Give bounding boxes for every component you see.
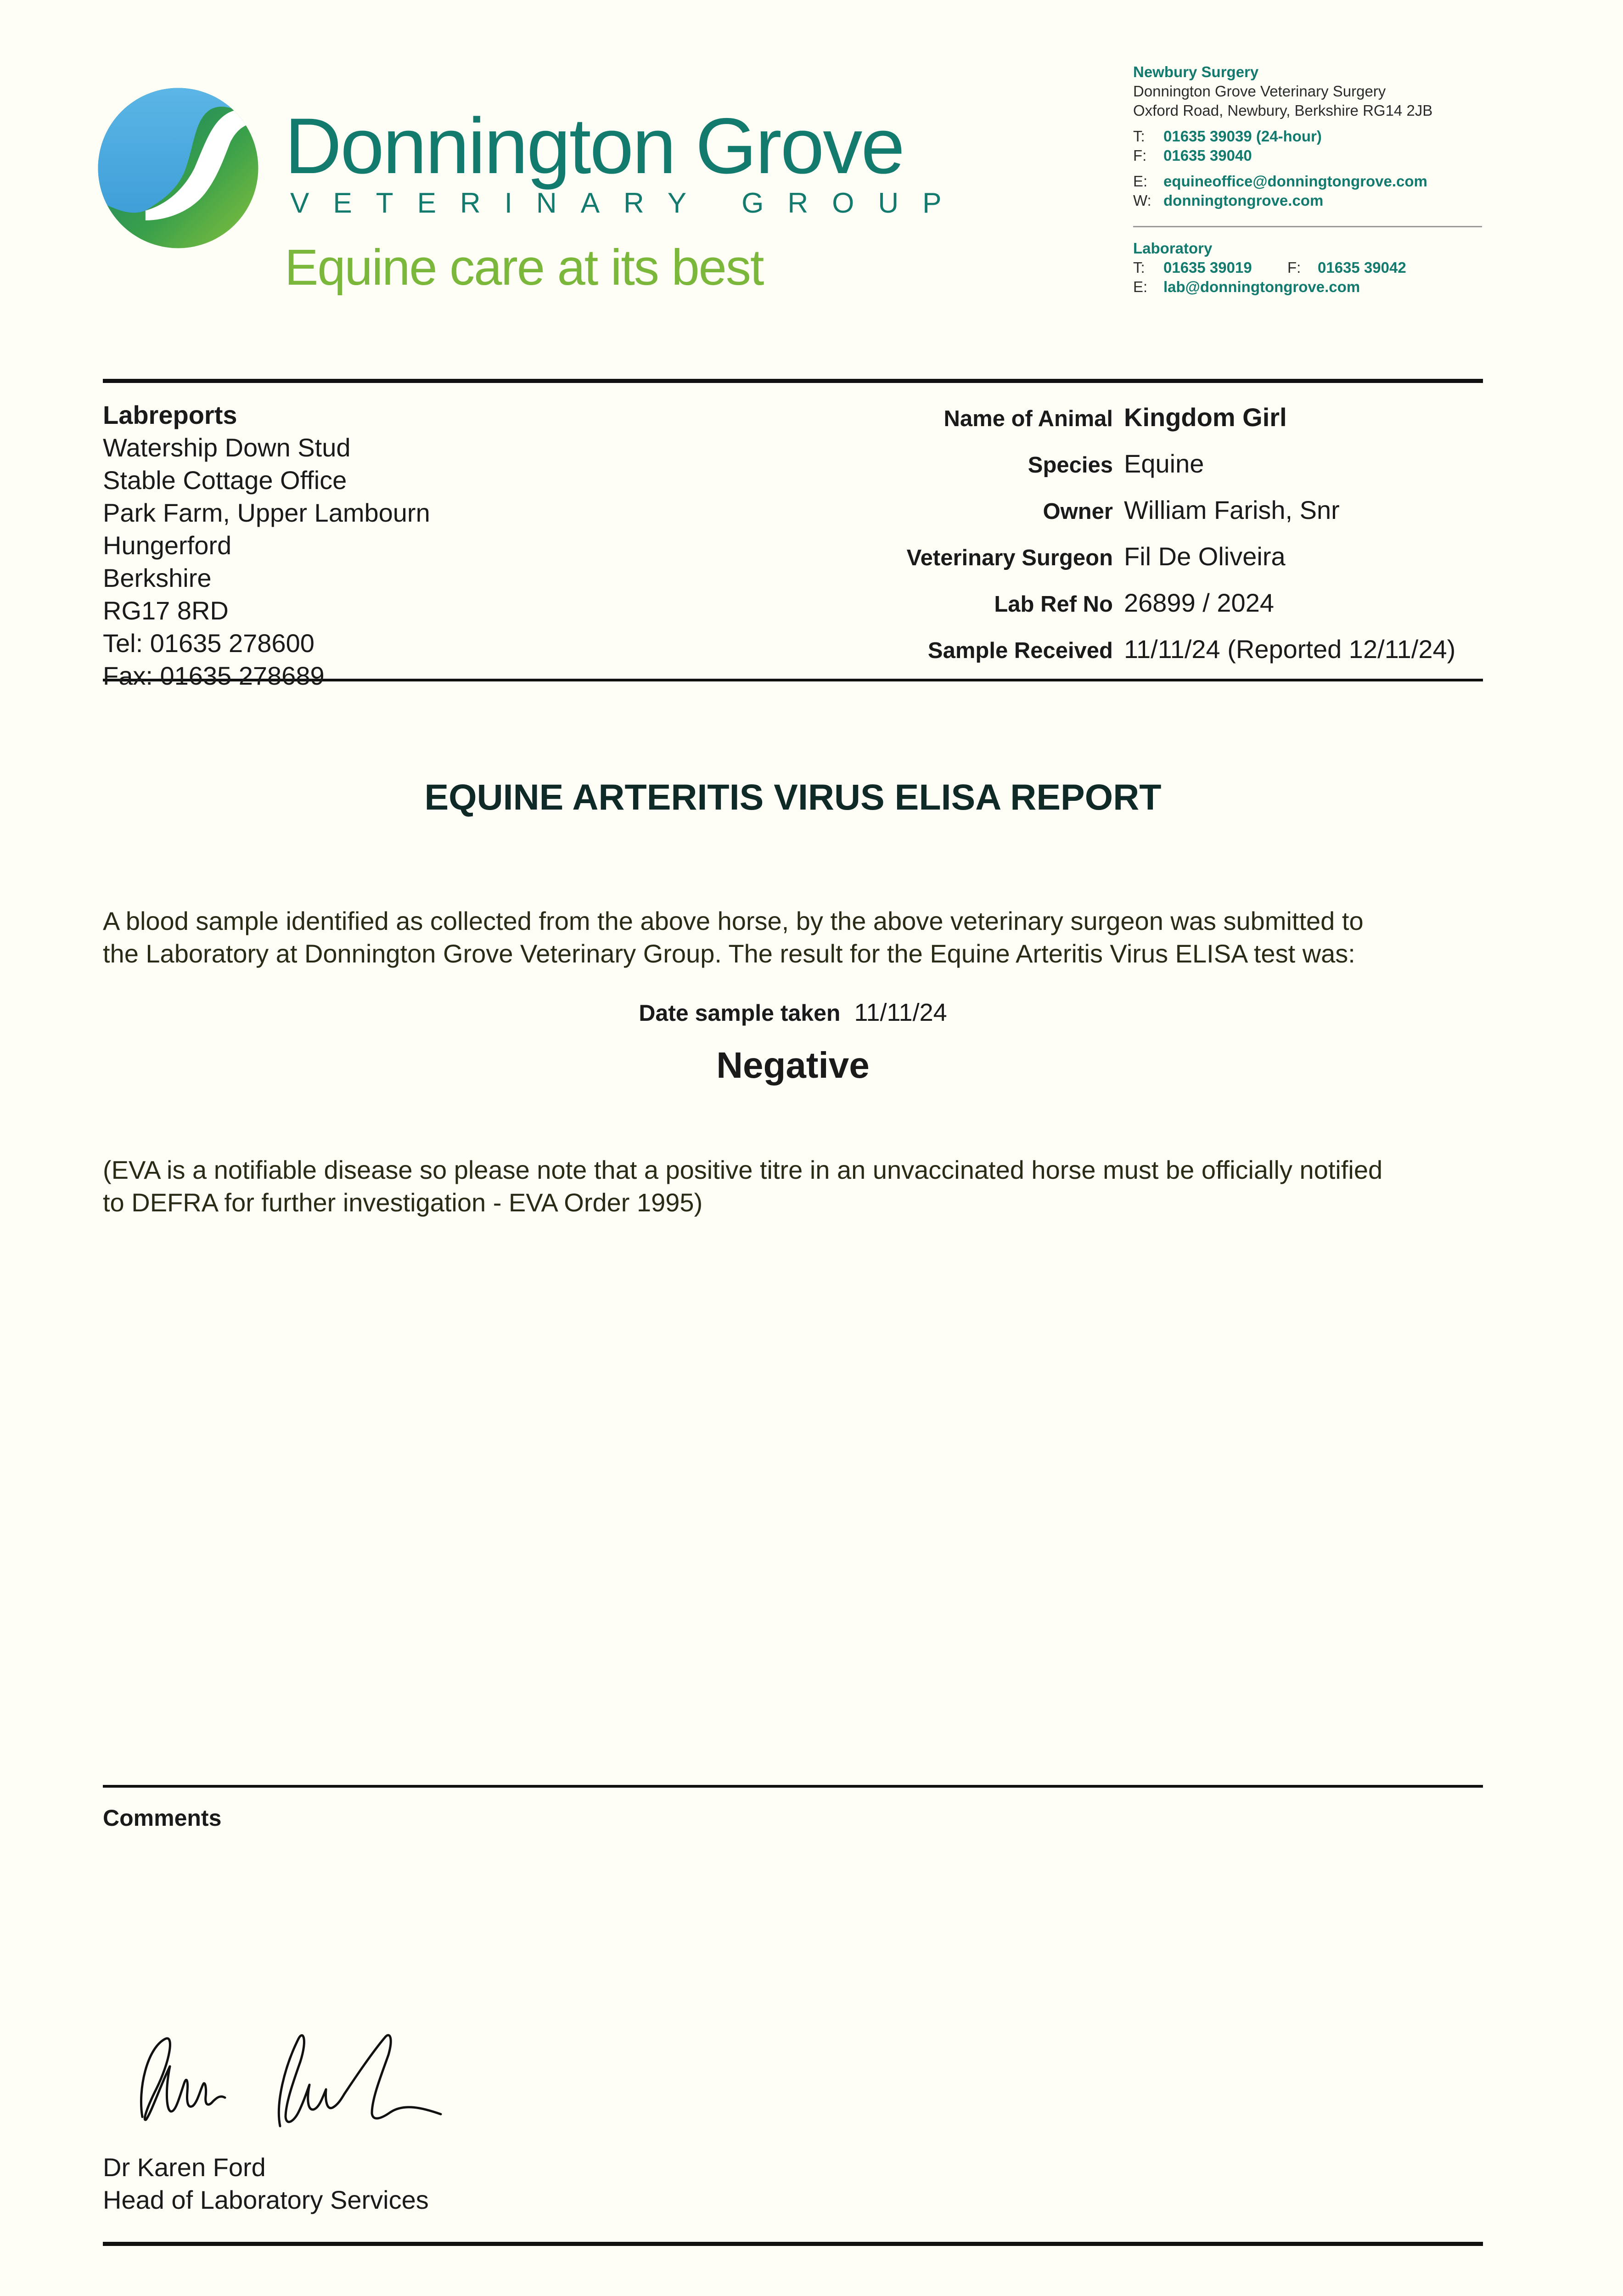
sample-received-value: 11/11/24 (Reported 12/11/24): [1124, 635, 1456, 664]
surgery-web[interactable]: donningtongrove.com: [1163, 192, 1324, 209]
laboratory-fax: 01635 39042: [1318, 259, 1406, 276]
detail-row: [735, 449, 1483, 495]
address-line: Park Farm, Upper Lambourn: [103, 498, 430, 527]
signatory-name: Dr Karen Ford: [103, 2153, 266, 2182]
report-note: [103, 1154, 1485, 1219]
address-line: Hungerford: [103, 531, 232, 560]
detail-label: Sample Received: [927, 638, 1113, 663]
test-result: Negative: [716, 1045, 870, 1086]
comments-divider: [103, 1785, 1483, 1788]
surgery-tel-label: T:: [1133, 128, 1145, 145]
lab-ref-value: 26899 / 2024: [1124, 588, 1274, 617]
intro-line: the Laboratory at Donnington Grove Veterinary Group. The result for the Equine Arteritis Virus ELISA test was:: [103, 939, 1355, 968]
laboratory-tel[interactable]: 01635 39019: [1163, 259, 1252, 276]
date-value: 11/11/24: [854, 999, 947, 1026]
signatory-title: Head of Laboratory Services: [103, 2185, 429, 2214]
vet-surgeon-value: Fil De Oliveira: [1124, 542, 1286, 571]
surgery-tel[interactable]: 01635 39039 (24-hour): [1163, 128, 1322, 145]
surgery-name: Donnington Grove Veterinary Surgery: [1133, 83, 1386, 100]
surgery-contact: [1133, 62, 1432, 210]
detail-label: Veterinary Surgeon: [906, 546, 1113, 570]
note-line: (EVA is a notifiable disease so please note that a positive titre in an unvaccinated horse must be officially notified: [103, 1155, 1383, 1184]
comments-label: Comments: [103, 1805, 222, 1831]
detail-row: [735, 541, 1483, 588]
date-label: Date sample taken: [639, 1000, 841, 1026]
detail-label: Species: [1028, 453, 1113, 478]
signatory: [103, 2151, 429, 2216]
laboratory-tel-label: T:: [1133, 259, 1145, 276]
address-line: Tel: 01635 278600: [103, 629, 314, 658]
laboratory-fax-label: F:: [1287, 259, 1301, 276]
surgery-web-label: W:: [1133, 192, 1151, 209]
date-sample-taken: [103, 998, 1483, 1027]
recipient-address: [103, 399, 654, 690]
recipient-org: Labreports: [103, 400, 237, 429]
address-line: RG17 8RD: [103, 596, 229, 625]
address-line: Stable Cottage Office: [103, 466, 347, 495]
surgery-address: Oxford Road, Newbury, Berkshire RG14 2JB: [1133, 102, 1433, 119]
note-line: to DEFRA for further investigation - EVA Order 1995): [103, 1188, 703, 1217]
surgery-fax-label: F:: [1133, 147, 1147, 164]
detail-row: [735, 495, 1483, 541]
detail-label: Lab Ref No: [994, 592, 1113, 617]
detail-row: [735, 588, 1483, 634]
bottom-divider: [103, 2242, 1483, 2246]
address-line: Fax: 01635 278689: [103, 661, 325, 690]
animal-details: [735, 402, 1483, 681]
report-title: EQUINE ARTERITIS VIRUS ELISA REPORT: [424, 777, 1162, 817]
logo-icon: [96, 86, 260, 250]
report-intro: [103, 905, 1485, 970]
brand-subtitle: VETERINARY GROUP: [290, 187, 966, 219]
laboratory-email-label: E:: [1133, 278, 1148, 295]
brand-name: Donnington Grove: [285, 102, 904, 190]
laboratory-contact: [1133, 239, 1406, 297]
surgery-heading: Newbury Surgery: [1133, 63, 1259, 80]
tagline: Equine care at its best: [285, 239, 764, 296]
detail-label: Name of Animal: [943, 406, 1113, 431]
laboratory-email[interactable]: lab@donningtongrove.com: [1163, 278, 1360, 295]
surgery-email[interactable]: equineoffice@donningtongrove.com: [1163, 173, 1427, 190]
species-value: Equine: [1124, 449, 1204, 478]
signature: [115, 2011, 482, 2135]
owner-value: William Farish, Snr: [1124, 495, 1340, 524]
surgery-email-label: E:: [1133, 173, 1148, 190]
intro-line: A blood sample identified as collected from the above horse, by the above veterinary surgeon was submitted to: [103, 906, 1364, 935]
laboratory-heading: Laboratory: [1133, 240, 1213, 257]
detail-row: [735, 634, 1483, 681]
surgery-fax: 01635 39040: [1163, 147, 1252, 164]
detail-row: [735, 402, 1483, 449]
top-divider: [103, 379, 1483, 383]
header-divider: [1133, 226, 1482, 227]
address-line: Berkshire: [103, 563, 212, 592]
detail-label: Owner: [1043, 499, 1113, 524]
animal-name: Kingdom Girl: [1124, 403, 1287, 432]
address-line: Watership Down Stud: [103, 433, 351, 462]
